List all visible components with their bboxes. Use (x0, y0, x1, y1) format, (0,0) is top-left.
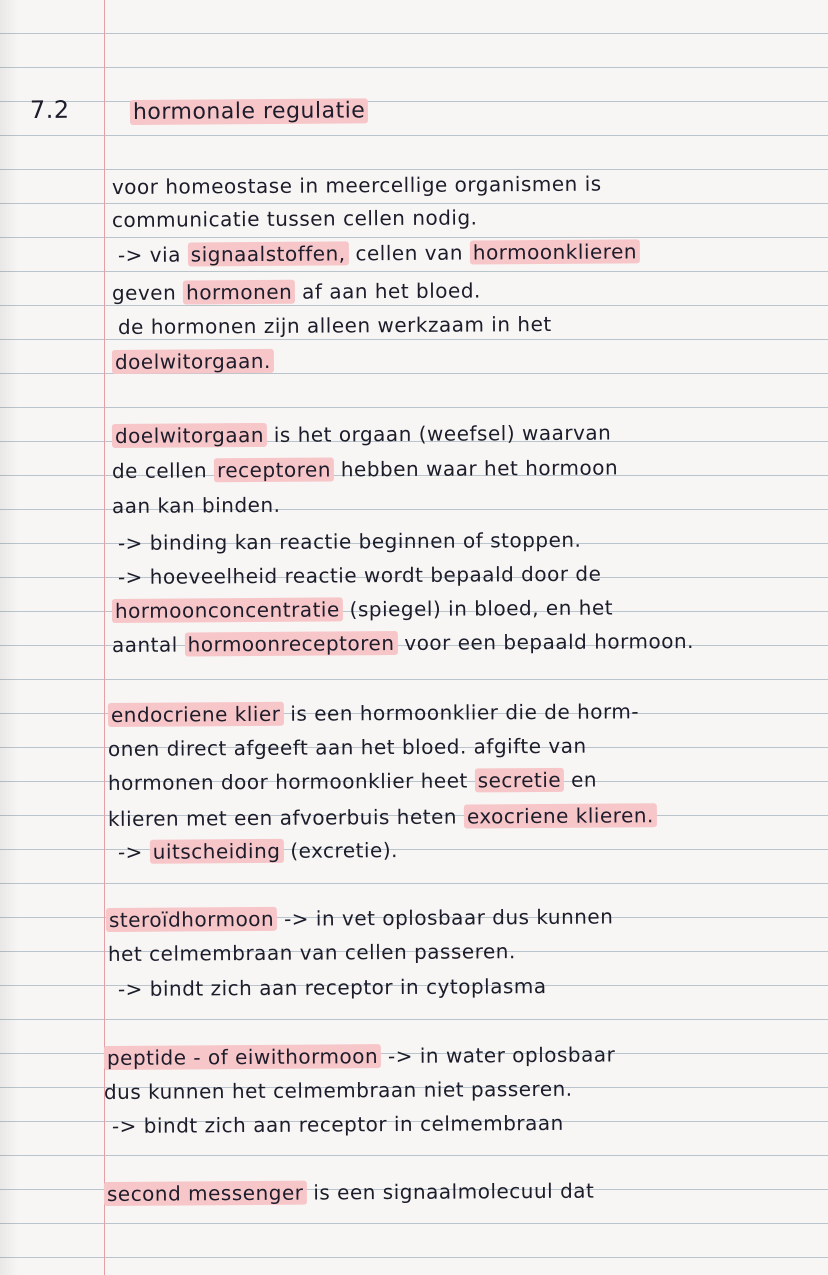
text-line-16 (108, 768, 597, 795)
text-line-13-pre: aantal (111, 632, 178, 657)
text-line-18-pre: -> (117, 839, 143, 864)
text-line-22 (104, 1042, 616, 1070)
text-line-3-pre: -> via (117, 242, 181, 267)
text-line-13-post: voor een bepaald hormoon. (404, 628, 695, 655)
text-line-7 (112, 421, 612, 448)
term-peptide-eiwithormoon: peptide - of eiwithormoon (104, 1044, 381, 1070)
text-line-11: -> hoeveelheid reactie wordt bepaald door de (117, 561, 602, 589)
text-line-8 (112, 455, 618, 483)
term-signaalstoffen: signaalstoffen, (188, 241, 349, 266)
text-line-9: aan kan binden. (111, 492, 281, 518)
term-secretie: secretie (475, 768, 565, 793)
term-hormoonklieren: hormoonklieren (470, 239, 640, 264)
section-number: 7.2 (29, 95, 70, 124)
text-line-12 (112, 596, 613, 623)
text-line-21: -> bindt zich aan receptor in cytoplasma (117, 974, 547, 1001)
text-line-25 (104, 1179, 595, 1206)
term-uitscheiding: uitscheiding (150, 839, 284, 864)
text-line-24: -> bindt zich aan receptor in celmembraan (111, 1110, 564, 1138)
text-line-1: voor homeostase in meercellige organismen is (111, 171, 602, 199)
text-line-18-post: (excretie). (290, 838, 399, 863)
text-line-22-post: -> in water oplosbaar (387, 1042, 616, 1069)
text-line-19-post: -> in vet oplosbaar dus kunnen (283, 904, 614, 931)
text-line-15: onen direct afgeeft aan het bloed. afgifte van (107, 733, 587, 761)
text-line-4 (112, 278, 481, 305)
page-heading (130, 98, 369, 125)
text-line-19 (106, 904, 614, 932)
term-second-messenger: second messenger (104, 1181, 307, 1206)
term-doelwitorgaan-2: doelwitorgaan (112, 423, 267, 448)
term-endocriene-klier: endocriene klier (108, 702, 284, 727)
term-receptoren: receptoren (214, 457, 334, 482)
text-line-17-pre: klieren met een afvoerbuis heten (107, 804, 458, 831)
text-line-25-post: is een signaalmolecuul dat (313, 1178, 595, 1205)
text-line-8-post: hebben waar het hormoon (340, 455, 619, 482)
text-line-2: communicatie tussen cellen nodig. (111, 205, 478, 232)
text-line-16-pre: hormonen door hormoonklier heet (107, 768, 468, 795)
text-line-13 (112, 629, 694, 657)
text-line-14 (108, 699, 639, 727)
text-line-6 (112, 349, 274, 374)
text-line-12-post: (spiegel) in bloed, en het (349, 595, 614, 622)
text-line-4-post: af aan het bloed. (302, 278, 481, 304)
text-line-7-post: is het orgaan (weefsel) waarvan (273, 420, 612, 447)
text-line-14-post: is een hormoonklier die de horm- (290, 699, 640, 726)
page-edge-shadow (0, 0, 18, 1275)
text-line-20: het celmembraan van cellen passeren. (107, 939, 516, 966)
text-line-3 (118, 239, 640, 267)
text-line-4-pre: geven (111, 280, 177, 305)
term-exocriene-klieren: exocriene klieren. (464, 803, 657, 828)
term-hormoonconcentratie: hormoonconcentratie (112, 597, 343, 623)
heading-text: hormonale regulatie (130, 98, 369, 125)
text-line-3-mid: cellen van (355, 240, 464, 266)
text-line-8-pre: de cellen (111, 458, 208, 483)
text-line-17 (108, 803, 657, 831)
text-line-18 (118, 838, 398, 864)
text-line-10: -> binding kan reactie beginnen of stoppen. (117, 527, 582, 555)
term-doelwitorgaan-1: doelwitorgaan. (112, 349, 274, 374)
text-line-23: dus kunnen het celmembraan niet passeren. (103, 1076, 573, 1104)
term-hormoonreceptoren: hormoonreceptoren (185, 631, 398, 656)
text-line-16-post: en (570, 767, 598, 792)
term-hormonen: hormonen (183, 280, 295, 305)
term-steroidhormoon: steroïdhormoon (106, 907, 277, 932)
text-line-5: de hormonen zijn alleen werkzaam in het (117, 311, 552, 339)
